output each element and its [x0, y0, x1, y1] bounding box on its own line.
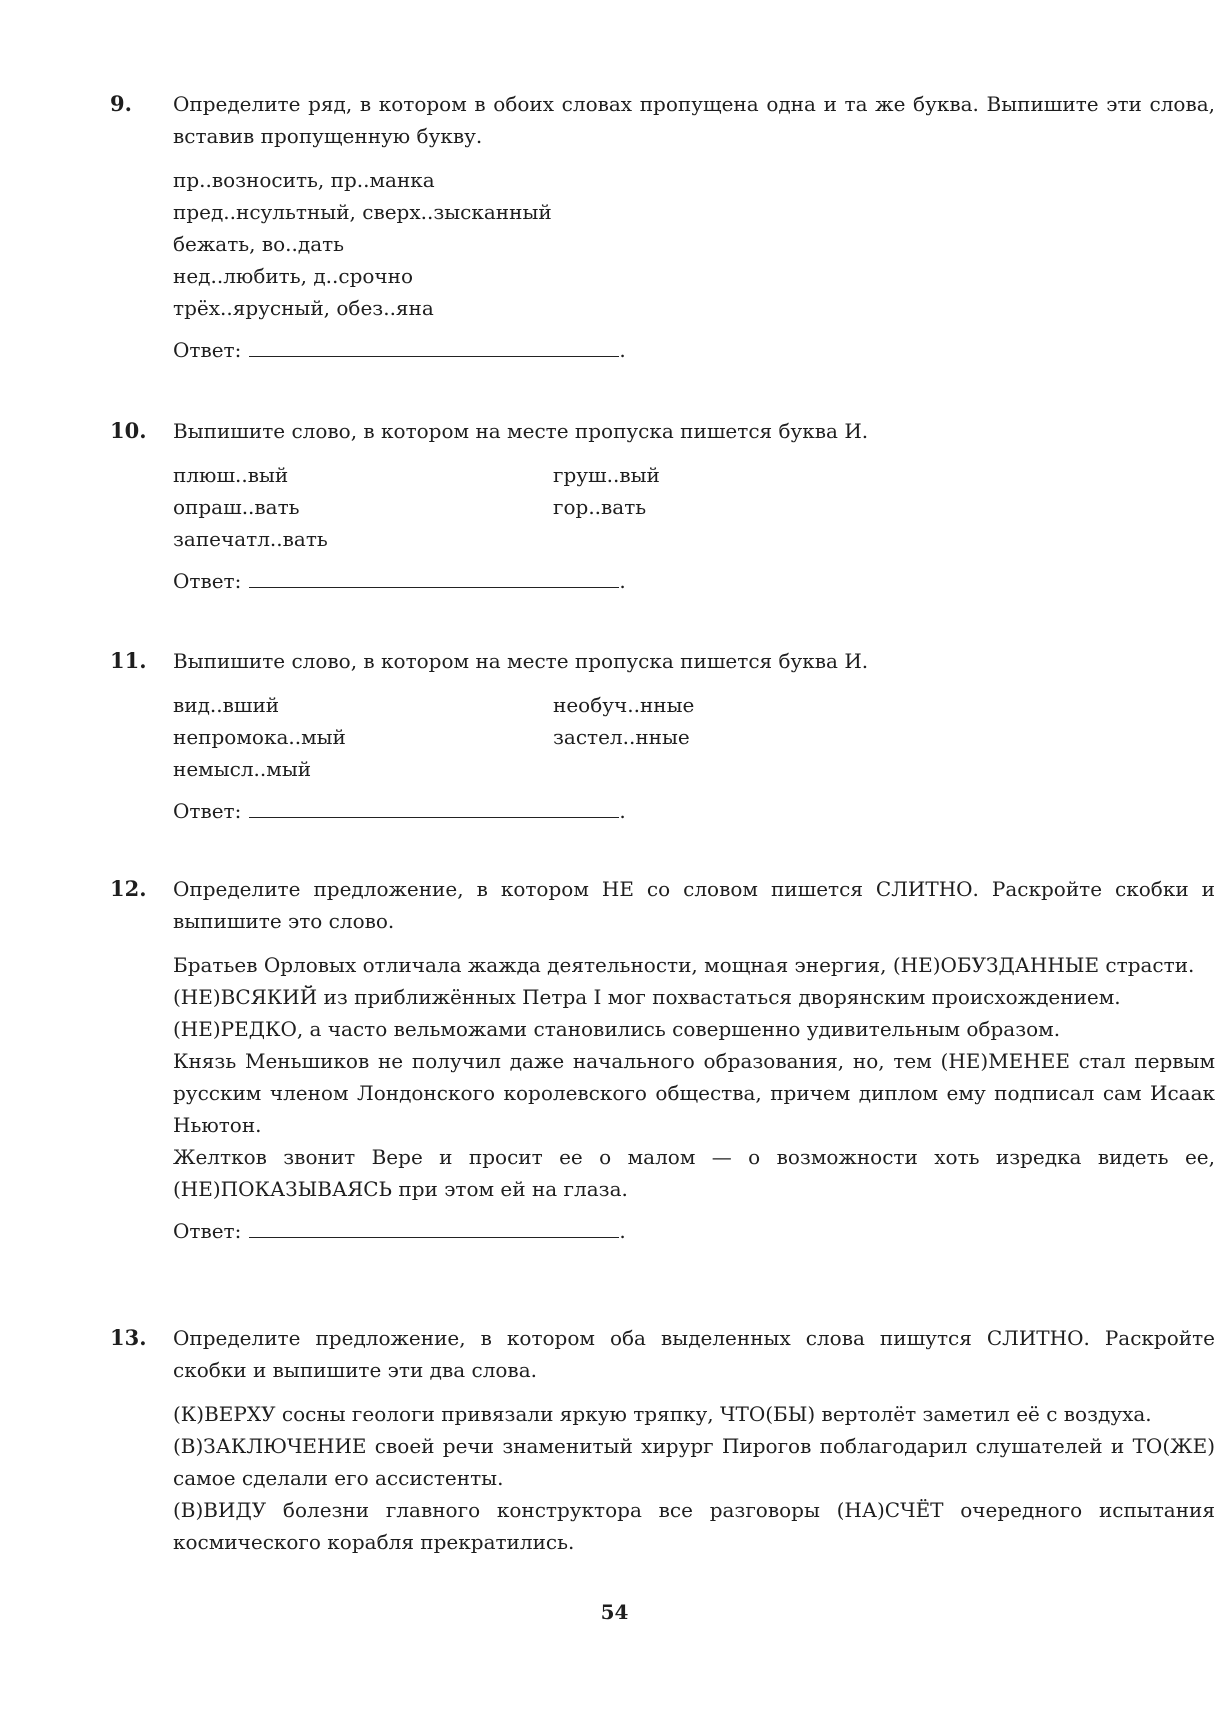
- task-9: [110, 88, 1215, 366]
- sentence-item: (В)ВИДУ болезни главного конструктора все разговоры (НА)СЧЁТ очередного испытания космического корабля прекратились.: [173, 1498, 1215, 1554]
- option-item: опраш..вать: [173, 495, 300, 519]
- option-item: груш..вый: [553, 463, 660, 487]
- option-item: пред..нсультный, сверх..зысканный: [173, 200, 552, 224]
- answer-end: .: [619, 569, 626, 593]
- task-number: 12.: [110, 876, 147, 901]
- task-question: Выпишите слово, в котором на месте пропуска пишется буква И.: [173, 419, 869, 443]
- task-question: Определите ряд, в котором в обоих словах пропущена одна и та же буква. Выпишите эти слова, вставив пропущенную букву.: [173, 92, 1215, 148]
- task-question: Определите предложение, в котором оба выделенных слова пишутся СЛИТНО. Раскройте скобки и выпишите эти два слова.: [173, 1326, 1215, 1382]
- answer-label: Ответ:: [173, 569, 242, 593]
- answer-end: .: [619, 799, 626, 823]
- task-10: [110, 415, 1215, 597]
- answer-label: Ответ:: [173, 799, 242, 823]
- options-grid: [173, 689, 1215, 785]
- answer-label: Ответ:: [173, 338, 242, 362]
- options-list: [173, 164, 1215, 324]
- sentence-list: [173, 949, 1215, 1205]
- answer-line[interactable]: [249, 565, 619, 588]
- options-column-right: [553, 689, 933, 785]
- page-number: 54: [600, 1600, 629, 1624]
- option-item: необуч..нные: [553, 693, 695, 717]
- option-item: непромока..мый: [173, 725, 346, 749]
- option-item: трёх..ярусный, обез..яна: [173, 296, 434, 320]
- sentence-item: Князь Меньшиков не получил даже начального образования, но, тем (НЕ)МЕНЕЕ стал первым русским членом Лондонского королевского общества, причем диплом ему подписал сам Исаак Ньютон.: [173, 1049, 1215, 1137]
- task-12: [110, 873, 1215, 1247]
- task-number: 10.: [110, 418, 147, 443]
- task-question: Определите предложение, в котором НЕ со словом пишется СЛИТНО. Раскройте скобки и выпишите это слово.: [173, 877, 1215, 933]
- option-item: плюш..вый: [173, 463, 289, 487]
- sentence-item: Желтков звонит Вере и просит ее о малом — о возможности хоть изредка видеть ее, (НЕ)ПОКАЗЫВАЯСЬ при этом ей на глаза.: [173, 1145, 1215, 1201]
- option-item: бежать, во..дать: [173, 232, 345, 256]
- sentence-item: Братьев Орловых отличала жажда деятельности, мощная энергия, (НЕ)ОБУЗДАННЫЕ страсти.: [173, 953, 1195, 977]
- option-item: запечатл..вать: [173, 527, 328, 551]
- answer-end: .: [619, 1219, 626, 1243]
- answer-row: [173, 795, 1215, 827]
- sentence-list: [173, 1398, 1215, 1558]
- answer-line[interactable]: [249, 795, 619, 818]
- sentence-item: (НЕ)РЕДКО, а часто вельможами становились совершенно удивительным образом.: [173, 1017, 1061, 1041]
- task-question: Выпишите слово, в котором на месте пропуска пишется буква И.: [173, 649, 869, 673]
- task-number: 13.: [110, 1325, 147, 1350]
- answer-row: [173, 334, 1215, 366]
- sentence-item: (К)ВЕРХУ сосны геологи привязали яркую тряпку, ЧТО(БЫ) вертолёт заметил её с воздуха.: [173, 1402, 1152, 1426]
- task-number: 11.: [110, 648, 147, 673]
- answer-line[interactable]: [249, 1215, 619, 1238]
- options-grid: [173, 459, 1215, 555]
- task-number: 9.: [110, 91, 132, 116]
- answer-row: [173, 565, 1215, 597]
- option-item: пр..возносить, пр..манка: [173, 168, 435, 192]
- options-column-left: [173, 459, 553, 555]
- option-item: нед..любить, д..срочно: [173, 264, 414, 288]
- options-column-left: [173, 689, 553, 785]
- task-13: [110, 1322, 1215, 1558]
- options-column-right: [553, 459, 933, 555]
- option-item: немысл..мый: [173, 757, 312, 781]
- option-item: вид..вший: [173, 693, 280, 717]
- sentence-item: (НЕ)ВСЯКИЙ из приближённых Петра I мог похвастаться дворянским происхождением.: [173, 985, 1121, 1009]
- option-item: гор..вать: [553, 495, 647, 519]
- answer-row: [173, 1215, 1215, 1247]
- answer-line[interactable]: [249, 334, 619, 357]
- sentence-item: (В)ЗАКЛЮЧЕНИЕ своей речи знаменитый хирург Пирогов поблагодарил слушателей и ТО(ЖЕ) самое сделали его ассистенты.: [173, 1434, 1215, 1490]
- answer-end: .: [619, 338, 626, 362]
- answer-label: Ответ:: [173, 1219, 242, 1243]
- task-11: [110, 645, 1215, 827]
- option-item: застел..нные: [553, 725, 690, 749]
